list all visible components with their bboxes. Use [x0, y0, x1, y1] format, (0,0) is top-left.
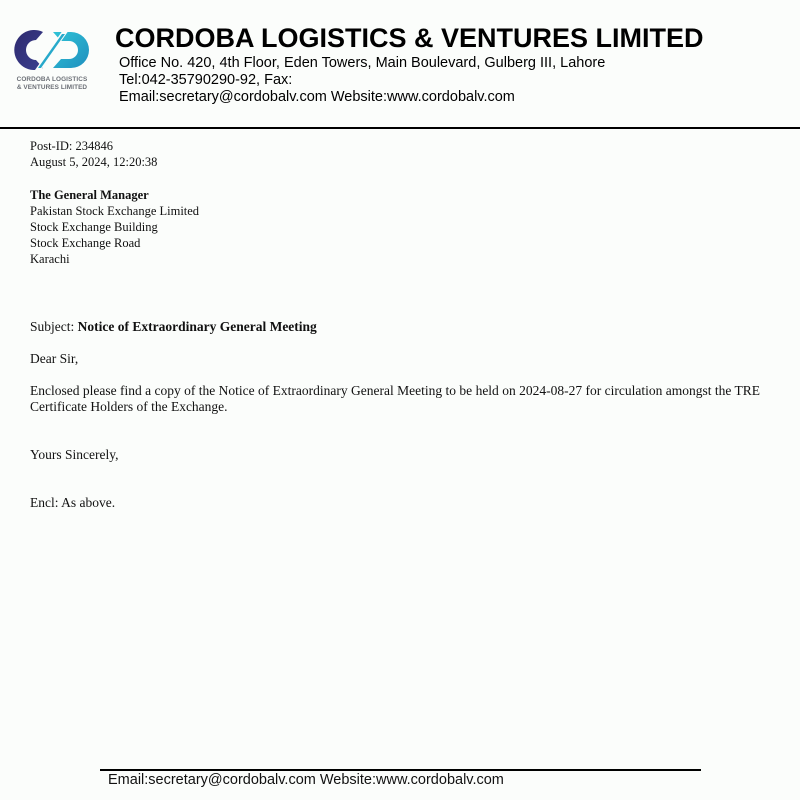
- company-email-website: Email:secretary@cordobalv.com Website:www.cordobalv.com: [119, 89, 515, 105]
- company-tel-fax: Tel:042-35790290-92, Fax:: [119, 72, 293, 88]
- enclosure-note: Encl: As above.: [30, 495, 116, 510]
- footer-email-website: Email:secretary@cordobalv.com Website:www.cordobalv.com: [108, 772, 504, 788]
- company-name: CORDOBA LOGISTICS & VENTURES LIMITED: [115, 23, 704, 53]
- recipient-line: Stock Exchange Building: [30, 220, 158, 234]
- logo-caption-line2: & VENTURES LIMITED: [16, 84, 88, 91]
- letter-body-paragraph: Enclosed please find a copy of the Notice of Extraordinary General Meeting to be held on 2024-08-27 for circulation amongst the TRE Certificate Holders of the Exchange.: [30, 383, 760, 414]
- cordoba-logo-icon: [5, 26, 95, 76]
- salutation: Dear Sir,: [30, 351, 79, 366]
- recipient-line: Karachi: [30, 252, 70, 266]
- recipient-line: Stock Exchange Road: [30, 236, 141, 250]
- recipient-address: [30, 187, 760, 267]
- letter-datetime: August 5, 2024, 12:20:38: [30, 155, 158, 169]
- post-id: Post-ID: 234846: [30, 139, 113, 153]
- logo-caption: [5, 76, 99, 92]
- header-divider: [0, 127, 800, 129]
- subject-line: [30, 319, 760, 335]
- letterhead-contact: [119, 55, 605, 106]
- recipient-line: Pakistan Stock Exchange Limited: [30, 204, 200, 218]
- footer-divider: [100, 769, 701, 771]
- company-logo: [5, 26, 95, 98]
- subject-label: Subject:: [30, 319, 75, 334]
- subject-text: Notice of Extraordinary General Meeting: [77, 319, 317, 334]
- recipient-title: The General Manager: [30, 188, 149, 202]
- logo-caption-line1: CORDOBA LOGISTICS: [16, 76, 88, 83]
- closing: Yours Sincerely,: [30, 447, 119, 462]
- letter-meta: [30, 138, 760, 170]
- company-address: Office No. 420, 4th Floor, Eden Towers, Main Boulevard, Gulberg III, Lahore: [119, 55, 606, 71]
